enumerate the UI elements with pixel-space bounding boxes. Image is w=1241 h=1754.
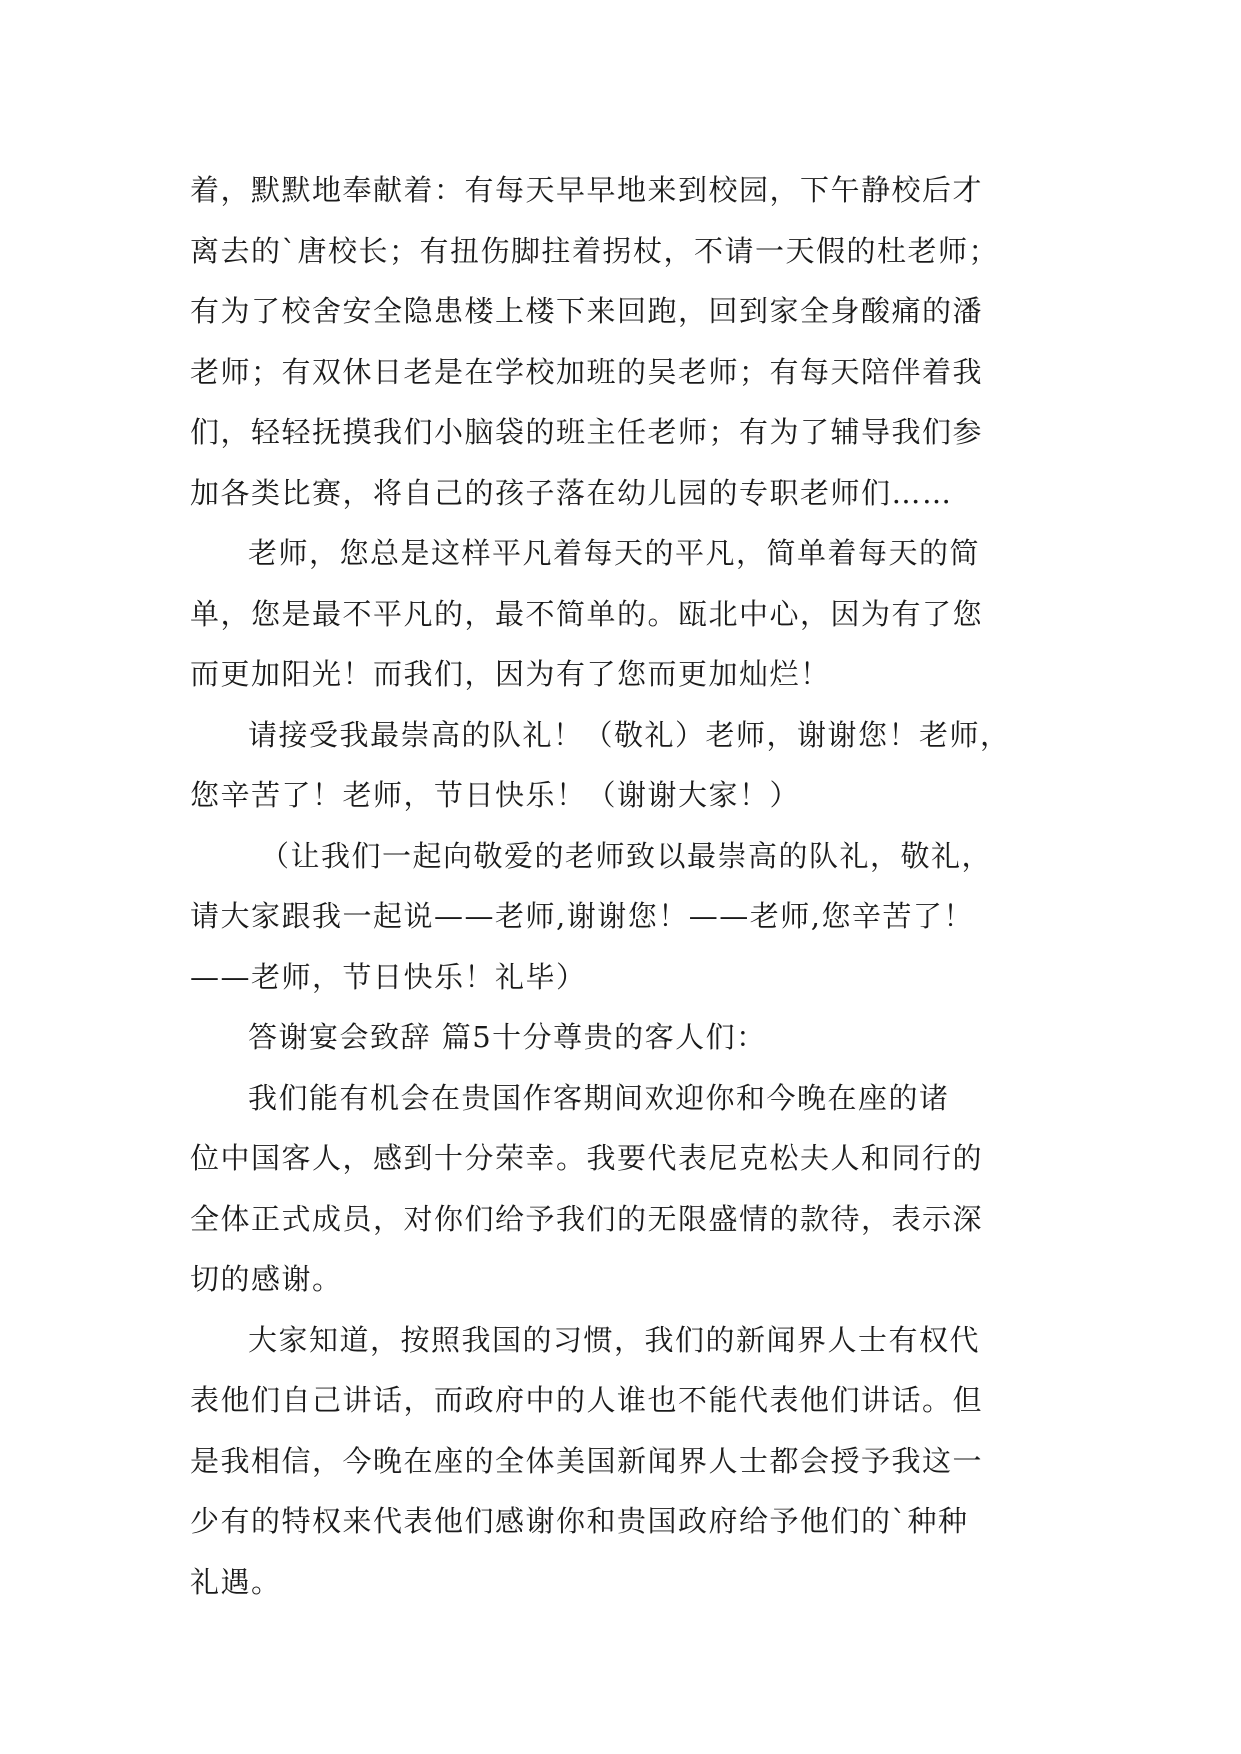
text-line: 有为了校舍安全隐患楼上楼下来回跑，回到家全身酸痛的潘	[190, 294, 984, 328]
text-line: 是我相信，今晚在座的全体美国新闻界人士都会授予我这一	[190, 1443, 984, 1478]
text-line: 您辛苦了！老师，节日快乐！（谢谢大家！）	[190, 778, 801, 812]
text-line: 单，您是最不平凡的，最不简单的。瓯北中心，因为有了您	[190, 596, 984, 631]
text-line: 请大家跟我一起说——老师,谢谢您！——老师,您辛苦了！	[190, 899, 974, 933]
text-line: 们，轻轻抚摸我们小脑袋的班主任老师；有为了辅导我们参	[190, 415, 984, 449]
paragraph-start-line: （让我们一起向敬爱的老师致以最崇高的队礼，敬礼，	[260, 838, 993, 873]
text-line: 加各类比赛，将自己的孩子落在幼儿园的专职老师们……	[190, 475, 953, 510]
paragraph-start-line: 大家知道，按照我国的习惯，我们的新闻界人士有权代	[248, 1322, 981, 1357]
paragraph-start-line: 老师，您总是这样平凡着每天的平凡，简单着每天的简	[248, 536, 981, 570]
section-heading-line: 答谢宴会致辞 篇5十分尊贵的客人们：	[248, 1020, 767, 1054]
text-line: 老师；有双休日老是在学校加班的吴老师；有每天陪伴着我	[190, 354, 984, 389]
text-line: 少有的特权来代表他们感谢你和贵国政府给予他们的`种种	[190, 1504, 969, 1538]
text-line: 全体正式成员，对你们给予我们的无限盛情的款待，表示深	[190, 1201, 984, 1236]
text-line: 离去的`唐校长；有扭伤脚拄着拐杖，不请一天假的杜老师；	[190, 233, 1000, 268]
text-line: 表他们自己讲话，而政府中的人谁也不能代表他们讲话。但	[190, 1383, 984, 1417]
text-line: 而更加阳光！而我们，因为有了您而更加灿烂！	[190, 657, 831, 691]
document-body	[190, 160, 1050, 1612]
paragraph-start-line: 请接受我最崇高的队礼！（敬礼）老师，谢谢您！老师，	[248, 717, 1011, 752]
paragraph-start-line: 我们能有机会在贵国作客期间欢迎你和今晚在座的诸	[248, 1080, 950, 1115]
text-line: 着，默默地奉献着：有每天早早地来到校园，下午静校后才	[190, 173, 984, 207]
text-line: 位中国客人，感到十分荣幸。我要代表尼克松夫人和同行的	[190, 1141, 984, 1175]
text-line: 切的感谢。	[190, 1262, 343, 1296]
text-line: ——老师，节日快乐！礼毕）	[190, 959, 587, 994]
text-line: 礼遇。	[190, 1564, 282, 1599]
